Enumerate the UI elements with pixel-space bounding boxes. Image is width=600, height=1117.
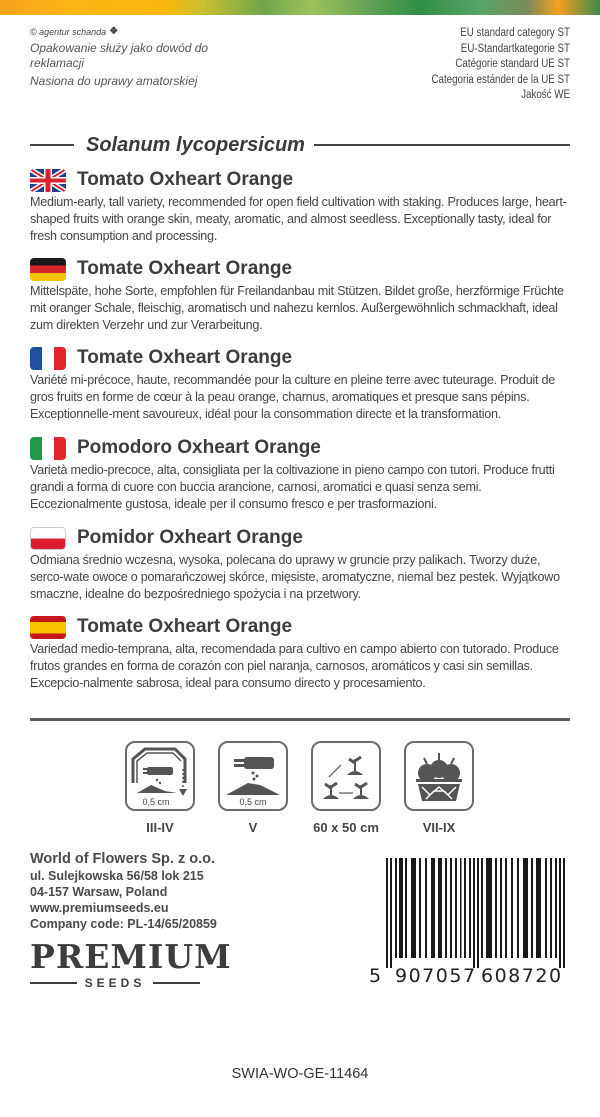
plant-spacing-label: 60 x 50 cm	[313, 820, 379, 835]
variety-title: Pomidor Oxheart Orange	[77, 527, 303, 548]
section-italian	[30, 436, 570, 513]
species-heading	[30, 133, 570, 157]
variety-title: Pomodoro Oxheart Orange	[77, 437, 321, 458]
icon-greenhouse-sowing	[122, 741, 198, 835]
company-city: 04-157 Warsaw, Poland	[30, 885, 168, 899]
spain-flag-icon	[30, 616, 66, 639]
company-website: www.premiumseeds.eu	[30, 901, 169, 915]
barcode-right-digits: 608720	[481, 965, 563, 987]
header-left	[30, 26, 230, 92]
harvest-months: VII-IX	[422, 820, 456, 835]
section-english	[30, 168, 570, 245]
cultivation-icons	[122, 741, 477, 835]
variety-description: Variété mi-précoce, haute, recommandée pour la culture en pleine terre avec tuteurage. Produit de gros fruits en forme de cœur à la peau orange, charnus, aromatiques et presque sans pépins. Exceptionnelle-ment savoureux, idéal pour la consommation directe et la transformation.	[30, 373, 556, 421]
logo-main: PREMIUM	[30, 937, 232, 976]
uk-flag-icon	[30, 169, 66, 192]
complaint-note: Opakowanie służy jako dowód do reklamacji	[30, 41, 209, 70]
icon-field-sowing	[215, 741, 291, 835]
sowing-months-indoor: III-IV	[146, 820, 174, 835]
barcode-bars-icon	[383, 858, 569, 968]
logo-sub: SEEDS	[84, 976, 146, 990]
divider	[30, 144, 74, 146]
divider	[153, 982, 200, 984]
variety-description: Odmiana średnio wczesna, wysoka, polecana do uprawy w gruncie przy palikach. Tworzy duże, serco-wate owoce o pomarańczowej skórce, mięsiste, aromatyczne, niemal bez pestek. Wyjątkowo smaczne, idealne do bezpośredniego spożycia i na przetwory.	[30, 553, 560, 601]
divider	[30, 982, 77, 984]
variety-description: Mittelspäte, hohe Sorte, empfohlen für Freilandanbau mit Stützen. Bildet große, herzförmige Früchte mit oranger Schale, fleischig, aromatisch und nahezu kernlos. Außergewöhnlich schmackhaft, ideal zum direkten Verzehr und zur Verarbeitung.	[30, 284, 564, 332]
top-photo-banner	[0, 0, 600, 15]
icon-plant-spacing	[308, 741, 384, 835]
greenhouse-sowing-icon	[125, 741, 195, 811]
section-spanish	[30, 615, 570, 692]
company-info	[30, 850, 217, 932]
category-pl: Jakość WE	[521, 89, 570, 101]
harvest-basket-icon	[404, 741, 474, 811]
section-divider	[30, 718, 570, 721]
variety-description: Variedad medio-temprana, alta, recomendada para cultivo en campo abierto con tutorado. Produce frutos grandes en forma de corazón con piel naranja, carnosos, aromáticos y casi sin semillas. Excepcio-nalmente sabrosa, ideal para consumo directo y procesamiento.	[30, 642, 559, 690]
barcode-left-digits: 907057	[395, 965, 477, 987]
section-french	[30, 346, 570, 423]
sowing-months-outdoor: V	[248, 820, 258, 835]
variety-description: Medium-early, tall variety, recommended for open field cultivation with staking. Produces large, heart-shaped fruits with orange skin, meaty, aromatic, and almost seedless. Exceptionally tasty, ideal for fresh consumption and processing.	[30, 195, 567, 243]
variety-title: Tomato Oxheart Orange	[77, 169, 294, 190]
sowing-depth: 0,5 cm	[239, 797, 267, 807]
company-name: World of Flowers Sp. z o.o.	[30, 851, 216, 867]
eu-categories	[407, 26, 570, 104]
section-polish	[30, 526, 570, 603]
italy-flag-icon	[30, 437, 66, 460]
category-es: Categoria estánder de la UE ST	[431, 73, 570, 86]
france-flag-icon	[30, 347, 66, 370]
variety-title: Tomate Oxheart Orange	[77, 347, 293, 368]
category-en: EU standard category ST	[460, 27, 570, 39]
field-sowing-icon	[218, 741, 288, 811]
category-de: EU-Standartkategorie ST	[460, 42, 570, 55]
poland-flag-icon	[30, 527, 66, 550]
company-code: Company code: PL-14/65/20859	[30, 917, 217, 931]
barcode-first-digit: 5	[369, 965, 383, 987]
category-fr: Catégorie standard UE ST	[455, 58, 570, 70]
product-code: SWIA-WO-GE-11464	[231, 1066, 369, 1082]
icon-harvest	[401, 741, 477, 835]
copyright-text: © agentur schanda	[30, 26, 107, 37]
plant-spacing-icon	[311, 741, 381, 811]
ean-barcode	[369, 858, 569, 987]
variety-title: Tomate Oxheart Orange	[77, 258, 293, 279]
agency-logo-icon: ❖	[109, 26, 119, 37]
amateur-note: Nasiona do uprawy amatorskiej	[30, 74, 198, 88]
copyright	[30, 26, 230, 37]
sowing-depth: 0,5 cm	[142, 797, 170, 807]
germany-flag-icon	[30, 258, 66, 281]
company-street: ul. Sulejkowska 56/58 lok 215	[30, 869, 204, 883]
species-name: Solanum lycopersicum	[86, 133, 305, 156]
variety-description: Varietà medio-precoce, alta, consigliata per la coltivazione in pieno campo con tutori. Produce frutti grandi a forma di cuore con buccia arancione, carnosi, aromatici e quasi senza semi. Eccezionalmente gustosa, ideale per il consumo fresco e per trasformazioni.	[30, 463, 555, 511]
variety-title: Tomate Oxheart Orange	[77, 616, 293, 637]
divider	[314, 144, 570, 146]
section-german	[30, 257, 570, 334]
premium-seeds-logo	[30, 937, 232, 990]
